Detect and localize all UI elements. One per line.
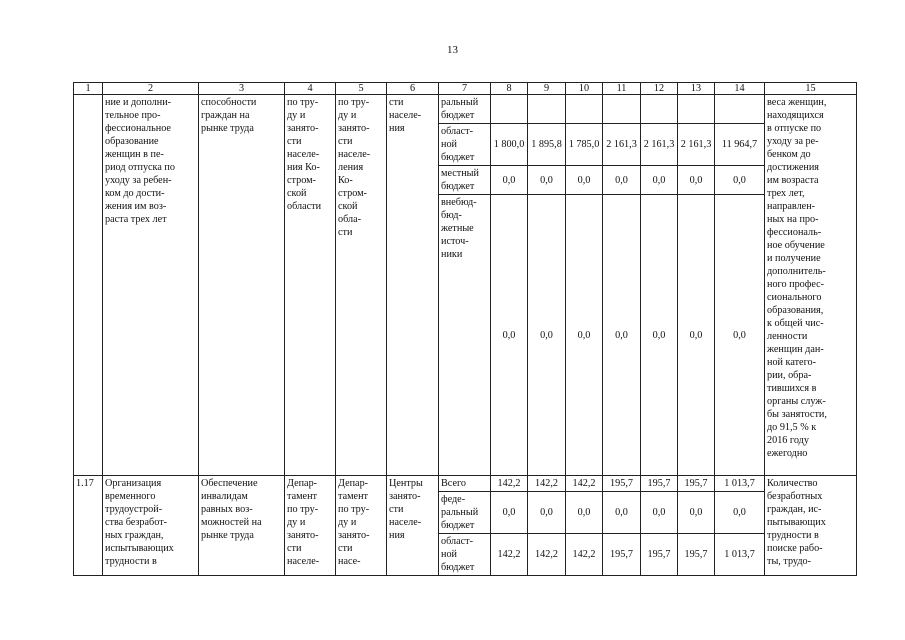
indicator-cell: [765, 476, 857, 576]
text-line: Всего: [441, 478, 466, 489]
column-number: 3: [199, 83, 285, 95]
value-cell: [566, 95, 603, 124]
column-number: 12: [641, 83, 678, 95]
text-line: стром-: [287, 175, 316, 186]
value-cell: [678, 95, 715, 124]
value-cell: 0,0: [715, 195, 765, 476]
text-line: и получение: [767, 253, 821, 264]
text-line: занято-: [389, 491, 421, 502]
text-line: трудности в: [767, 530, 819, 541]
value-cell: 195,7: [678, 476, 715, 492]
value-cell: [641, 95, 678, 124]
funding-source-cell: [439, 195, 491, 476]
value-cell: 1 013,7: [715, 534, 765, 576]
column-number: 4: [285, 83, 336, 95]
text-line: феде-: [441, 494, 466, 505]
text-line: бюджет: [441, 152, 475, 163]
value-cell: 0,0: [641, 492, 678, 534]
program-table: [73, 82, 857, 576]
text-line: ной: [441, 549, 457, 560]
text-line: по тру-: [338, 97, 370, 108]
column-number: 7: [439, 83, 491, 95]
value-cell: 0,0: [603, 166, 641, 195]
value-cell: 195,7: [603, 476, 641, 492]
text-line: ния: [389, 530, 405, 541]
text-line: тамент: [338, 491, 368, 502]
table-row: [74, 95, 857, 124]
value-cell: 142,2: [566, 534, 603, 576]
text-line: занято-: [338, 530, 370, 541]
text-line: ральный: [441, 507, 479, 518]
text-line: фессиональное: [105, 123, 171, 134]
value-cell: 195,7: [603, 534, 641, 576]
column-number: 11: [603, 83, 641, 95]
value-cell: 0,0: [528, 492, 566, 534]
text-line: насе-: [338, 556, 361, 567]
text-line: ленности: [767, 331, 808, 342]
text-line: ду и: [338, 517, 357, 528]
value-cell: 11 964,7: [715, 124, 765, 166]
text-line: женщин дан-: [767, 344, 824, 355]
column-number: 6: [387, 83, 439, 95]
page-number: 13: [447, 44, 458, 56]
text-line: сионального: [767, 292, 822, 303]
text-line: Количество: [767, 478, 818, 489]
text-line: сти: [287, 136, 302, 147]
value-cell: 0,0: [641, 195, 678, 476]
value-cell: 0,0: [566, 166, 603, 195]
column-number: 1: [74, 83, 103, 95]
text-line: способности: [201, 97, 257, 108]
text-line: ской: [338, 201, 358, 212]
value-cell: 1 013,7: [715, 476, 765, 492]
cell-c1: [74, 95, 103, 476]
text-line: внебюд-: [441, 197, 477, 208]
value-cell: 0,0: [678, 492, 715, 534]
value-cell: 0,0: [715, 166, 765, 195]
text-line: ной: [441, 139, 457, 150]
text-line: ской: [287, 188, 307, 199]
column-number: 2: [103, 83, 199, 95]
funding-source-cell: [439, 95, 491, 124]
text-line: уходу за ребен-: [105, 175, 172, 186]
column-number: 9: [528, 83, 566, 95]
text-line: бюд-: [441, 210, 462, 221]
text-line: бенком до: [767, 149, 811, 160]
text-line: сти: [389, 97, 404, 108]
text-line: тамент: [287, 491, 317, 502]
text-line: временного: [105, 491, 156, 502]
value-cell: 142,2: [491, 534, 528, 576]
text-line: по тру-: [287, 97, 319, 108]
text-line: рынке труда: [201, 123, 254, 134]
text-line: бюджет: [441, 562, 475, 573]
text-line: можностей на: [201, 517, 262, 528]
text-line: ты, трудо-: [767, 556, 812, 567]
text-line: испытывающих: [105, 543, 174, 554]
text-line: по тру-: [338, 504, 370, 515]
value-cell: 142,2: [491, 476, 528, 492]
value-cell: 2 161,3: [678, 124, 715, 166]
text-line: Обеспечение: [201, 478, 258, 489]
text-line: област-: [441, 126, 473, 137]
column-number-row: [74, 83, 857, 95]
value-cell: 142,2: [528, 476, 566, 492]
value-cell: 0,0: [678, 166, 715, 195]
value-cell: [715, 95, 765, 124]
value-cell: 195,7: [678, 534, 715, 576]
objective-cell: [199, 95, 285, 476]
text-line: ду и: [287, 517, 306, 528]
item-number-cell: 1.17: [74, 476, 103, 576]
text-line: ду и: [338, 110, 357, 121]
value-cell: [491, 95, 528, 124]
value-cell: 0,0: [528, 195, 566, 476]
indicator-cell: [765, 95, 857, 476]
text-line: поиске рабо-: [767, 543, 823, 554]
text-line: бюджет: [441, 520, 475, 531]
text-line: направлен-: [767, 201, 816, 212]
text-line: сти: [338, 543, 353, 554]
value-cell: [603, 95, 641, 124]
value-cell: 195,7: [641, 534, 678, 576]
funding-source-cell: [439, 476, 491, 492]
activity-name-cell: [103, 95, 199, 476]
text-line: уходу за ре-: [767, 136, 819, 147]
text-line: населе-: [389, 110, 422, 121]
value-cell: 1 800,0: [491, 124, 528, 166]
text-line: Организация: [105, 478, 162, 489]
text-line: населе-: [389, 517, 422, 528]
column-number: 8: [491, 83, 528, 95]
text-line: бюджет: [441, 181, 475, 192]
value-cell: 0,0: [566, 492, 603, 534]
text-line: ного профес-: [767, 279, 825, 290]
text-line: органы служ-: [767, 396, 826, 407]
text-line: обла-: [338, 214, 362, 225]
text-line: ники: [441, 249, 463, 260]
participant-cell: [387, 95, 439, 476]
value-cell: 0,0: [528, 166, 566, 195]
executor-cell: [336, 95, 387, 476]
text-line: трех лет,: [767, 188, 805, 199]
value-cell: 142,2: [566, 476, 603, 492]
text-line: пытывающих: [767, 517, 826, 528]
text-line: населе-: [338, 149, 371, 160]
text-line: до 91,5 % к: [767, 422, 817, 433]
text-line: инвалидам: [201, 491, 248, 502]
text-line: сти: [338, 227, 353, 238]
text-line: ние и дополни-: [105, 97, 172, 108]
text-line: сти: [389, 504, 404, 515]
text-line: фессиональ-: [767, 227, 822, 238]
value-cell: 0,0: [491, 492, 528, 534]
value-cell: 1 895,8: [528, 124, 566, 166]
text-line: жетные: [441, 223, 474, 234]
value-cell: 0,0: [566, 195, 603, 476]
text-line: сти: [338, 136, 353, 147]
text-line: безработных: [767, 491, 823, 502]
text-line: ных на про-: [767, 214, 819, 225]
text-line: населе-: [287, 149, 320, 160]
text-line: ния Ко-: [287, 162, 320, 173]
text-line: жения им воз-: [105, 201, 167, 212]
text-line: тельное про-: [105, 110, 161, 121]
value-cell: 195,7: [641, 476, 678, 492]
text-line: стром-: [338, 188, 367, 199]
text-line: бы занятости,: [767, 409, 827, 420]
text-line: им возраста: [767, 175, 819, 186]
column-number: 13: [678, 83, 715, 95]
text-line: в отпуске по: [767, 123, 822, 134]
value-cell: 2 161,3: [603, 124, 641, 166]
text-line: Депар-: [338, 478, 369, 489]
text-line: веса женщин,: [767, 97, 827, 108]
value-cell: 0,0: [603, 195, 641, 476]
funding-source-cell: [439, 166, 491, 195]
text-line: граждан на: [201, 110, 250, 121]
value-cell: 0,0: [491, 195, 528, 476]
participant-cell: [387, 476, 439, 576]
text-line: населе-: [287, 556, 320, 567]
column-number: 14: [715, 83, 765, 95]
text-line: ления: [338, 162, 364, 173]
coordinator-cell: [285, 476, 336, 576]
value-cell: 2 161,3: [641, 124, 678, 166]
value-cell: [528, 95, 566, 124]
text-line: Депар-: [287, 478, 318, 489]
objective-cell: [199, 476, 285, 576]
text-line: ральный: [441, 97, 479, 108]
text-line: сти: [287, 543, 302, 554]
text-line: достижения: [767, 162, 819, 173]
text-line: источ-: [441, 236, 469, 247]
text-line: ства безработ-: [105, 517, 168, 528]
funding-source-cell: [439, 124, 491, 166]
column-number: 15: [765, 83, 857, 95]
text-line: Центры: [389, 478, 423, 489]
value-cell: 0,0: [678, 195, 715, 476]
text-line: занято-: [287, 123, 319, 134]
column-number: 5: [336, 83, 387, 95]
text-line: занято-: [287, 530, 319, 541]
table-row: [74, 476, 857, 492]
value-cell: 142,2: [528, 534, 566, 576]
text-line: бюджет: [441, 110, 475, 121]
value-cell: 1 785,0: [566, 124, 603, 166]
activity-name-cell: [103, 476, 199, 576]
column-number: 10: [566, 83, 603, 95]
text-line: ных граждан,: [105, 530, 164, 541]
text-line: ком до дости-: [105, 188, 165, 199]
text-line: област-: [441, 536, 473, 547]
value-cell: 0,0: [641, 166, 678, 195]
funding-source-cell: [439, 492, 491, 534]
text-line: граждан, ис-: [767, 504, 822, 515]
text-line: раста трех лет: [105, 214, 167, 225]
text-line: ду и: [287, 110, 306, 121]
text-line: занято-: [338, 123, 370, 134]
text-line: ния: [389, 123, 405, 134]
text-line: тившихся в: [767, 383, 817, 394]
value-cell: 0,0: [603, 492, 641, 534]
executor-cell: [336, 476, 387, 576]
text-line: женщин в пе-: [105, 149, 164, 160]
text-line: трудоустрой-: [105, 504, 163, 515]
text-line: Ко-: [338, 175, 353, 186]
funding-source-cell: [439, 534, 491, 576]
text-line: местный: [441, 168, 479, 179]
text-line: области: [287, 201, 322, 212]
text-line: 2016 году: [767, 435, 809, 446]
coordinator-cell: [285, 95, 336, 476]
text-line: ной катего-: [767, 357, 816, 368]
text-line: образования,: [767, 305, 824, 316]
text-line: по тру-: [287, 504, 319, 515]
text-line: дополнитель-: [767, 266, 826, 277]
text-line: находящихся: [767, 110, 824, 121]
text-line: ежегодно: [767, 448, 808, 459]
text-line: к общей чис-: [767, 318, 824, 329]
text-line: ное обучение: [767, 240, 825, 251]
text-line: риод отпуска по: [105, 162, 175, 173]
text-line: рынке труда: [201, 530, 254, 541]
text-line: равных воз-: [201, 504, 253, 515]
text-line: трудности в: [105, 556, 157, 567]
text-line: рии, обра-: [767, 370, 812, 381]
text-line: образование: [105, 136, 159, 147]
value-cell: 0,0: [715, 492, 765, 534]
value-cell: 0,0: [491, 166, 528, 195]
